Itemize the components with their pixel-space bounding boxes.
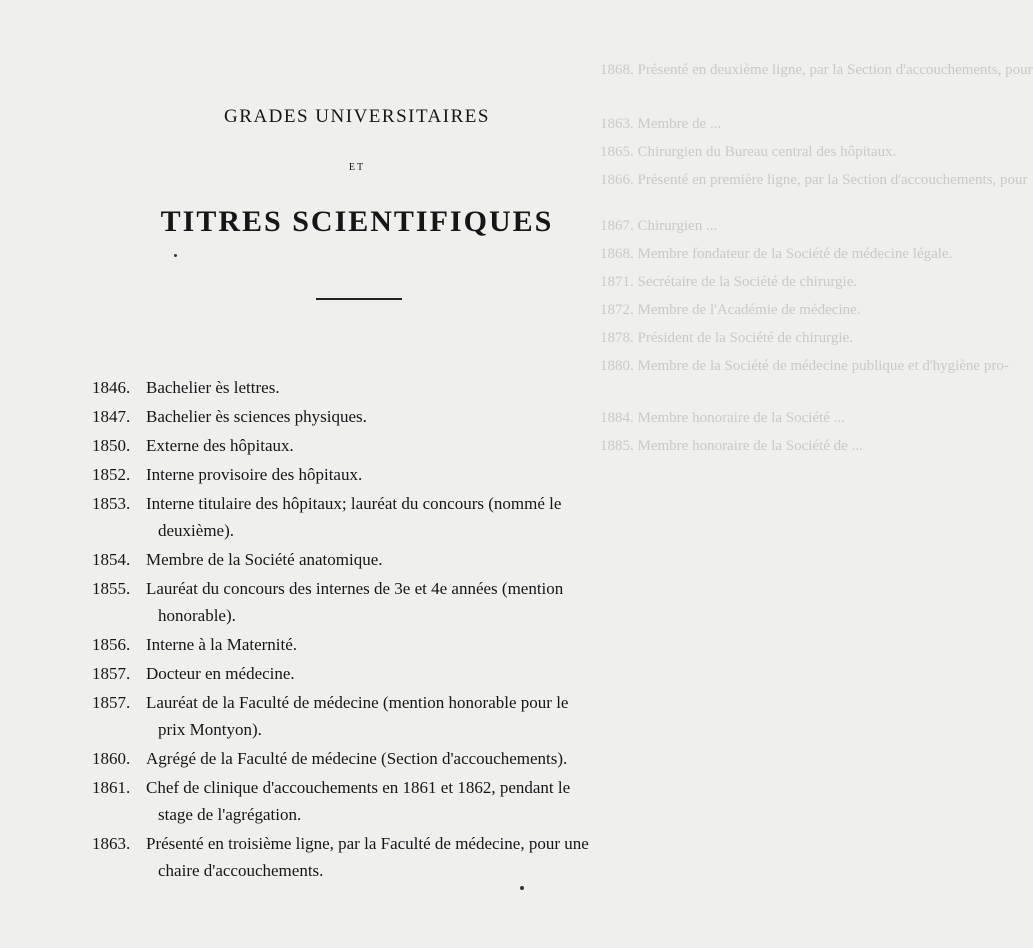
entry-year: 1857. <box>92 693 131 712</box>
entry-continuation: stage de l'agrégation. <box>158 805 302 824</box>
entry-text: Présenté en troisième ligne, par la Faculté de médecine, pour une chaire d'accouchements. <box>142 830 622 884</box>
section-heading-grades: GRADES UNIVERSITAIRES <box>224 106 490 127</box>
ink-speck <box>520 886 524 890</box>
show-through-text: 1878. Président de la Société de chirurgie. <box>600 330 853 346</box>
entry-year: 1847. <box>92 407 131 426</box>
entry-year: 1863. <box>92 834 131 853</box>
entry-continuation: deuxième). <box>158 521 234 540</box>
entry-year: 1854. <box>92 550 131 569</box>
show-through-text: 1884. Membre honoraire de la Société ... <box>600 410 845 426</box>
show-through-text: 1866. Présenté en première ligne, par la Section d'accouchements, pour <box>600 172 1028 188</box>
entry-year: 1853. <box>92 494 131 513</box>
list-item <box>92 461 622 488</box>
entry-text: Lauréat de la Faculté de médecine (mention honorable pour le prix Montyon). <box>142 689 622 743</box>
list-item <box>92 432 622 459</box>
show-through-text: 1863. Membre de ... <box>600 116 722 132</box>
entry-continuation: chaire d'accouchements. <box>158 861 324 880</box>
entry-continuation: honorable). <box>158 606 236 625</box>
list-item <box>92 745 622 772</box>
list-item <box>92 660 622 687</box>
entry-year: 1861. <box>92 778 131 797</box>
heading-connector: ET <box>348 162 366 173</box>
show-through-text: 1868. Présenté en deuxième ligne, par la Section d'accouchements, pour <box>600 62 1033 78</box>
entry-text: Agrégé de la Faculté de médecine (Section d'accouchements). <box>146 749 568 768</box>
list-item <box>92 575 622 629</box>
entry-text: Interne titulaire des hôpitaux; lauréat du concours (nommé le deuxième). <box>142 490 622 544</box>
show-through-text: 1868. Membre fondateur de la Société de médecine légale. <box>600 246 953 262</box>
entry-year: 1856. <box>92 635 131 654</box>
heading-divider <box>316 298 402 300</box>
show-through-text: 1867. Chirurgien ... <box>600 218 718 234</box>
entry-text: Interne à la Maternité. <box>146 635 298 654</box>
list-item <box>92 830 622 884</box>
list-item <box>92 774 622 828</box>
entry-year: 1850. <box>92 436 131 455</box>
entry-year: 1860. <box>92 749 131 768</box>
list-item <box>92 631 622 658</box>
list-item <box>92 546 622 573</box>
list-item <box>92 374 622 401</box>
entry-year: 1846. <box>92 378 131 397</box>
chronology-list <box>92 374 622 886</box>
entry-year: 1852. <box>92 465 131 484</box>
entry-continuation: prix Montyon). <box>158 720 262 739</box>
entry-text: Lauréat du concours des internes de 3e et 4e années (mention honorable). <box>142 575 622 629</box>
entry-text: Bachelier ès sciences physiques. <box>146 407 367 426</box>
list-item <box>92 490 622 544</box>
list-item <box>92 689 622 743</box>
show-through-text: 1865. Chirurgien du Bureau central des hôpitaux. <box>600 144 897 160</box>
show-through-text: 1872. Membre de l'Académie de médecine. <box>600 302 861 318</box>
show-through-text: 1871. Secrétaire de la Société de chirurgie. <box>600 274 858 290</box>
ink-speck <box>174 254 177 257</box>
show-through-text: 1880. Membre de la Société de médecine publique et d'hygiène pro- <box>600 358 1009 374</box>
entry-text: Membre de la Société anatomique. <box>146 550 383 569</box>
entry-year: 1855. <box>92 579 131 598</box>
entry-text: Interne provisoire des hôpitaux. <box>146 465 363 484</box>
show-through-text: 1885. Membre honoraire de la Société de ... <box>600 438 863 454</box>
entry-text: Bachelier ès lettres. <box>146 378 280 397</box>
section-heading-titres: TITRES SCIENTIFIQUES <box>160 205 554 238</box>
entry-text: Externe des hôpitaux. <box>146 436 294 455</box>
list-item <box>92 403 622 430</box>
entry-year: 1857. <box>92 664 131 683</box>
entry-text: Chef de clinique d'accouchements en 1861 et 1862, pendant le stage de l'agrégation. <box>142 774 622 828</box>
entry-text: Docteur en médecine. <box>146 664 295 683</box>
